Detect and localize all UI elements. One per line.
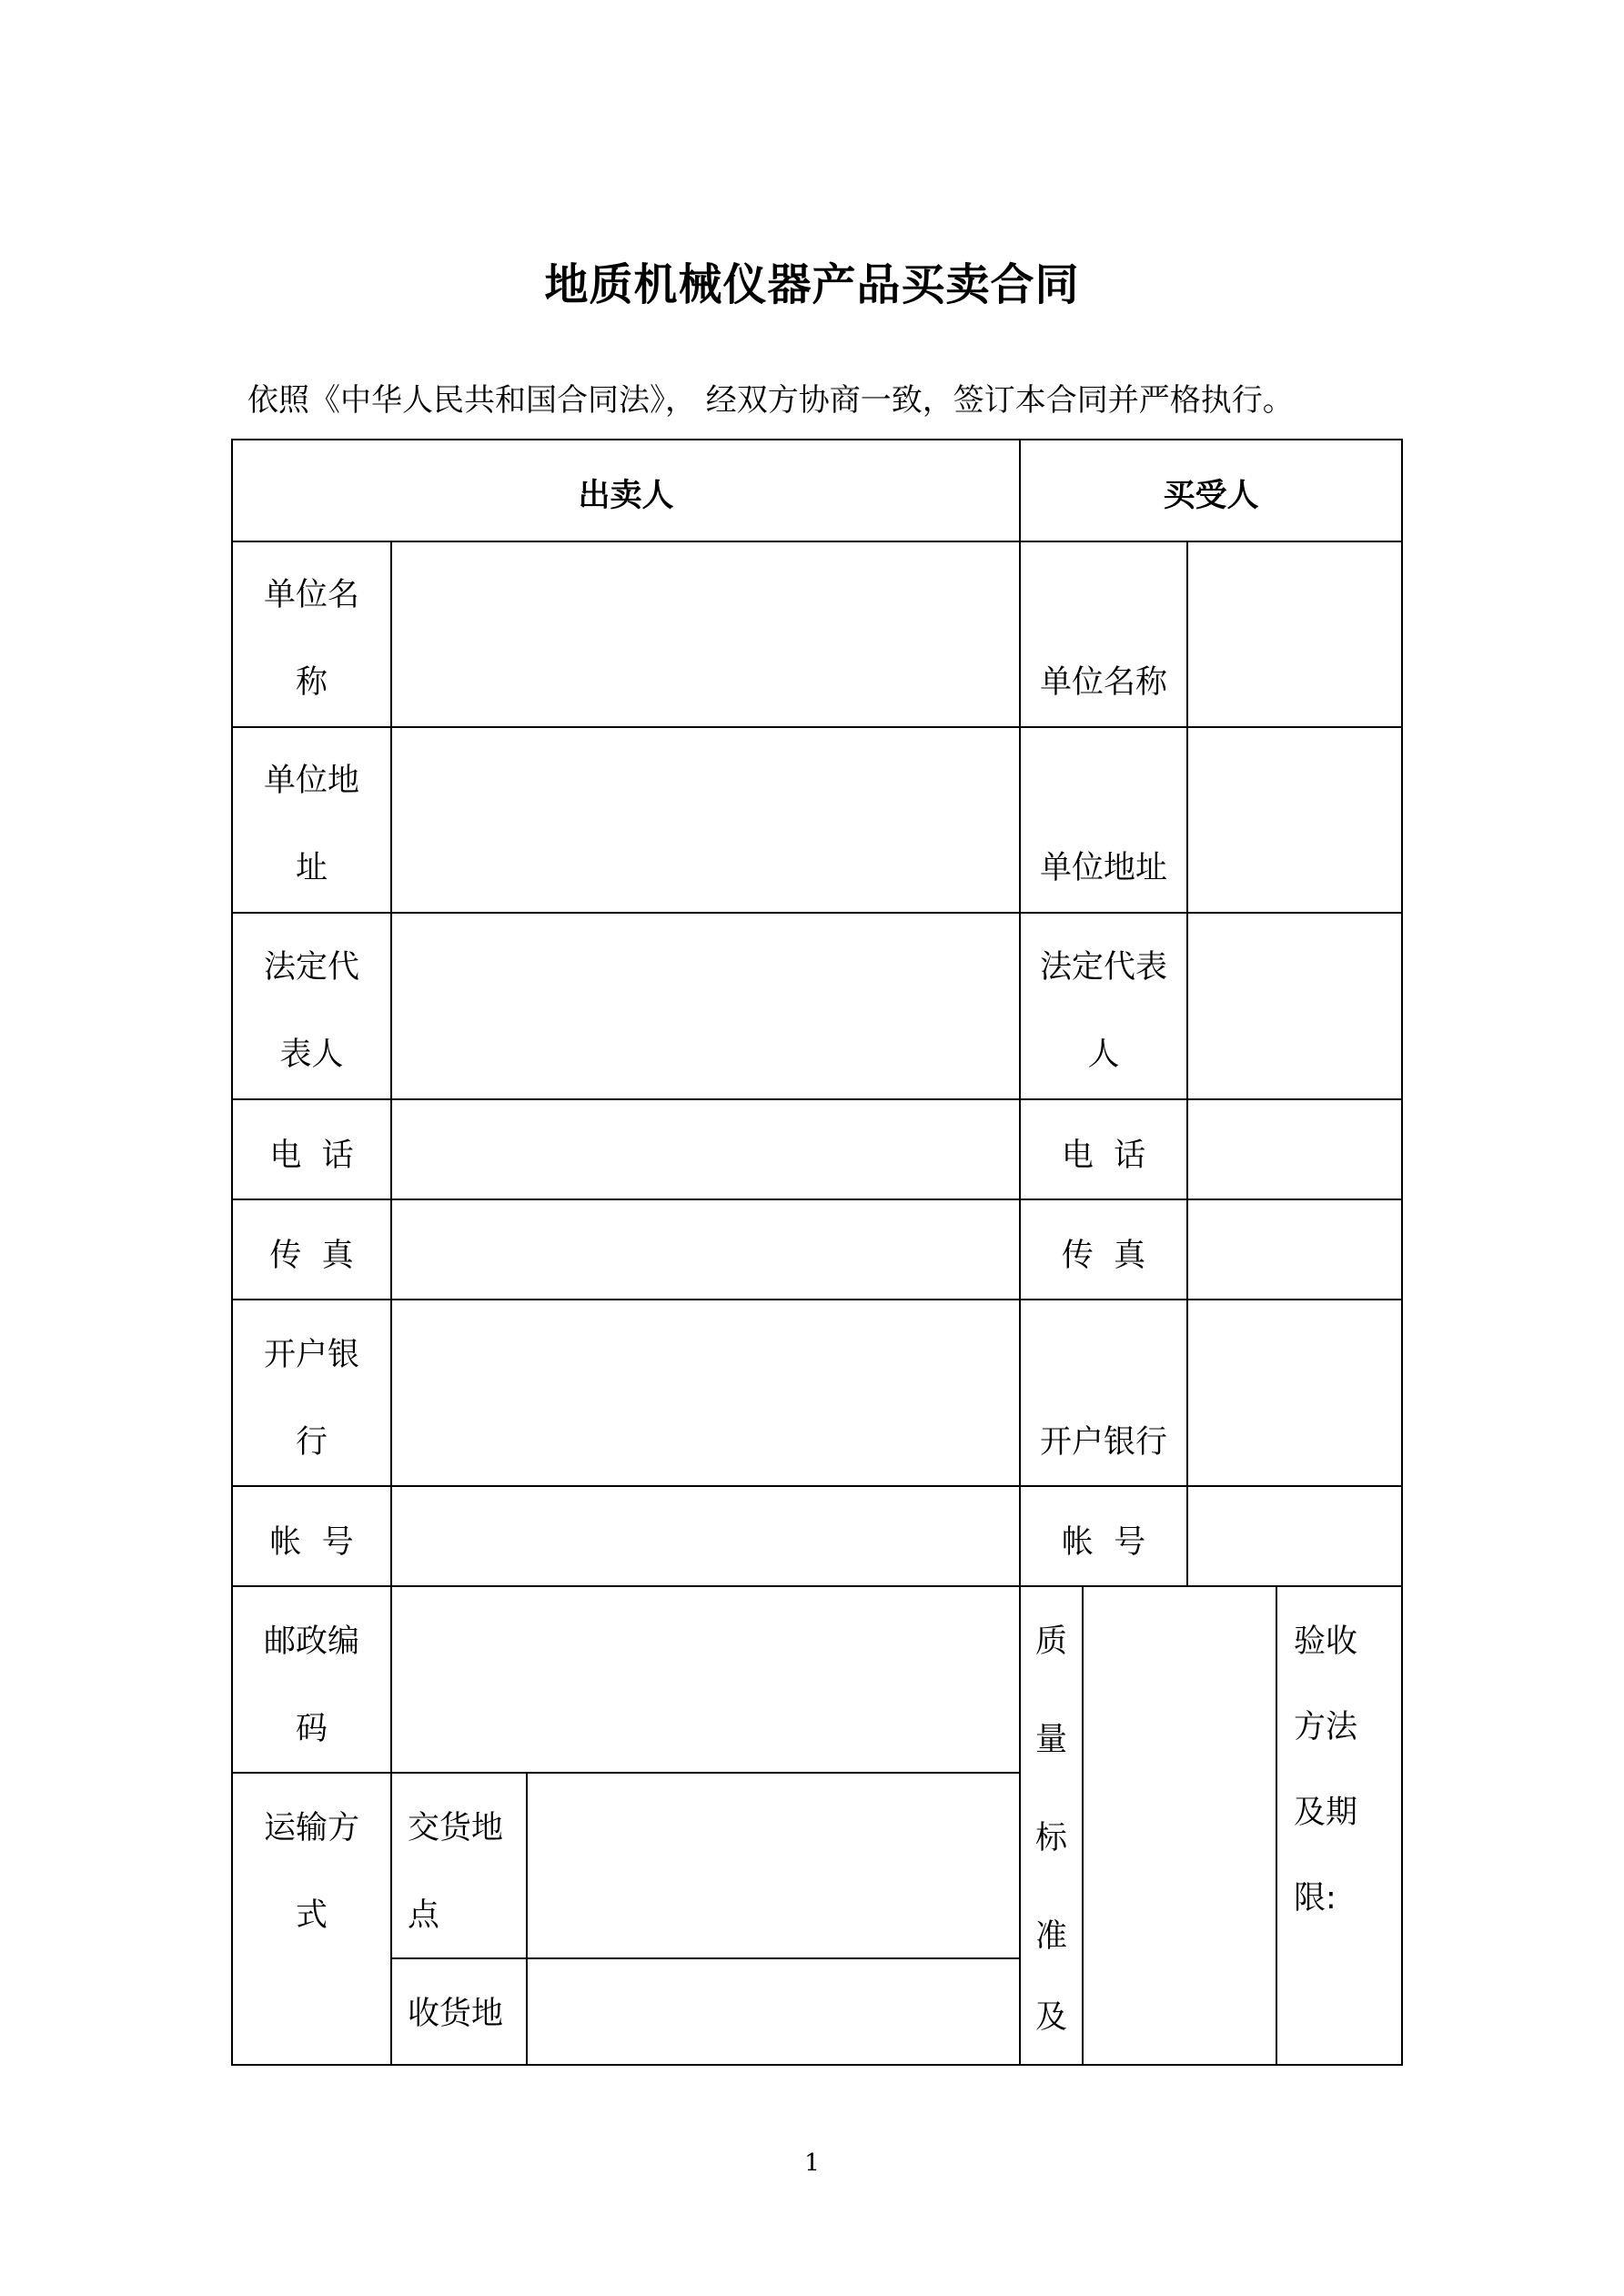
intro-paragraph: 依照《中华人民共和国合同法》， 经双方协商一致，签订本合同并严格执行。	[247, 382, 1294, 419]
seller-unit-name-label-cont: 称	[295, 664, 328, 701]
seller-postcode-label-cont: 码	[295, 1711, 328, 1747]
quality-label-char: 准	[1034, 1918, 1067, 1955]
buyer-header: 买受人	[1163, 478, 1259, 514]
seller-fax-label: 传 真	[269, 1238, 354, 1274]
buyer-phone-label: 电 话	[1061, 1138, 1146, 1174]
seller-phone-label: 电 话	[269, 1138, 354, 1174]
delivery-place-label-cont: 点	[408, 1897, 440, 1934]
quality-label-char: 标	[1034, 1820, 1067, 1856]
acceptance-label: 验收	[1294, 1623, 1358, 1660]
quality-label-char: 及	[1034, 1999, 1067, 2036]
seller-unit-address-label: 单位地	[263, 763, 359, 799]
buyer-account-label: 帐 号	[1061, 1524, 1146, 1561]
document-title: 地质机械仪器产品买卖合同	[544, 259, 1080, 310]
buyer-fax-label: 传 真	[1061, 1238, 1146, 1274]
transport-label: 运输方	[263, 1810, 359, 1846]
quality-label-char: 量	[1034, 1722, 1067, 1758]
quality-label-char: 质	[1034, 1623, 1067, 1660]
seller-legal-rep-label-cont: 表人	[279, 1037, 344, 1073]
delivery-place-label: 交货地	[408, 1810, 504, 1846]
seller-postcode-label: 邮政编	[263, 1623, 359, 1660]
buyer-legal-rep-label: 法定代表	[1039, 949, 1167, 986]
page-number: 1	[804, 2149, 820, 2177]
acceptance-label: 限:	[1294, 1880, 1337, 1917]
seller-unit-address-label-cont: 址	[295, 850, 328, 886]
seller-bank-label-cont: 行	[295, 1424, 328, 1461]
buyer-unit-name-label: 单位名称	[1039, 664, 1167, 701]
acceptance-label: 方法	[1294, 1709, 1358, 1745]
buyer-unit-address-label: 单位地址	[1039, 850, 1167, 886]
seller-unit-name-label: 单位名	[263, 577, 359, 613]
seller-header: 出卖人	[578, 478, 674, 514]
buyer-bank-label: 开户银行	[1039, 1424, 1167, 1461]
seller-bank-label: 开户银	[263, 1337, 359, 1373]
seller-legal-rep-label: 法定代	[263, 949, 359, 986]
seller-account-label: 帐 号	[269, 1524, 354, 1561]
acceptance-label: 及期	[1294, 1795, 1358, 1831]
receive-place-label: 收货地	[408, 1996, 504, 2032]
buyer-legal-rep-label-cont: 人	[1087, 1037, 1120, 1073]
transport-label-cont: 式	[295, 1897, 328, 1934]
